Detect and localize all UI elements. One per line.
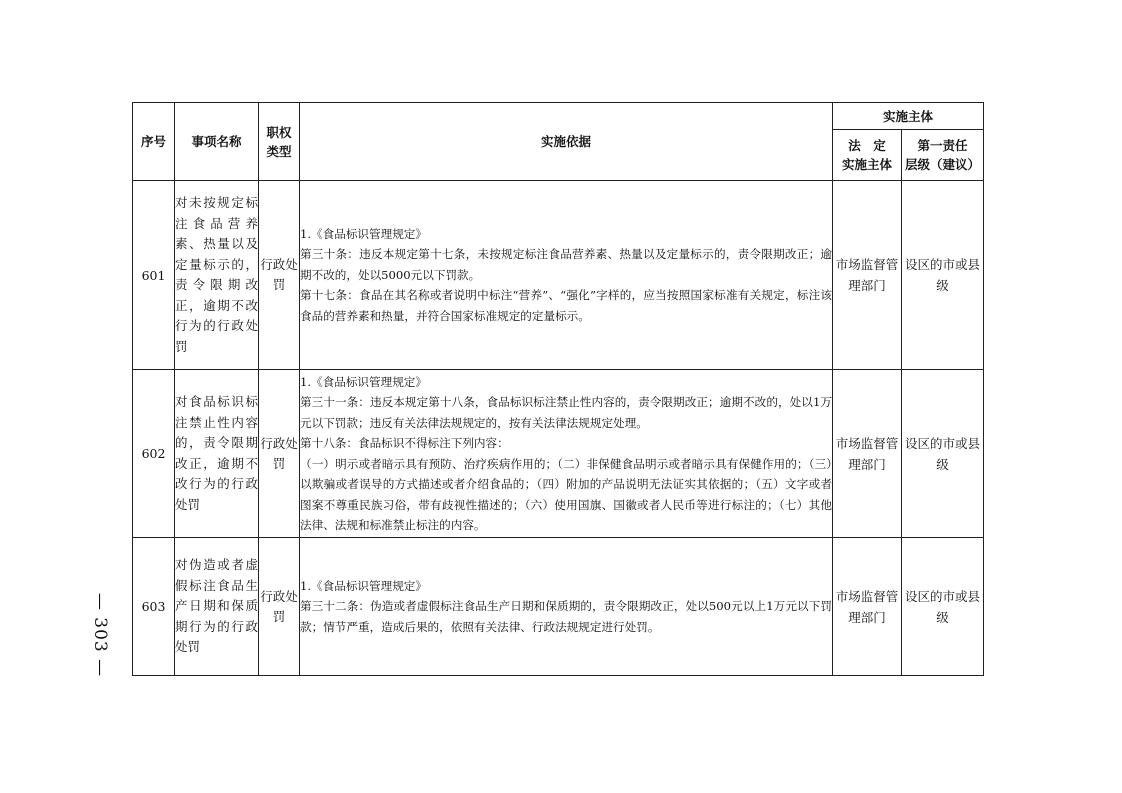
row-responsibility-level: 设区的市或县级 — [902, 370, 984, 538]
row-legal-subject: 市场监督管理部门 — [833, 181, 902, 370]
page-number-text: — 303 — — [90, 592, 111, 678]
basis-paragraph: 第三十二条：伪造或者虚假标注食品生产日期和保质期的，责令限期改正，处以500元以上1万元以下罚款；情节严重，造成后果的，依照有关法律、行政法规规定进行处罚。 — [300, 599, 832, 634]
row-seq: 601 — [133, 181, 175, 370]
header-level: 第一责任 层级（建议） — [902, 130, 984, 181]
table-row — [133, 370, 984, 538]
basis-paragraph: 1.《食品标识管理规定》 — [300, 578, 427, 593]
basis-paragraph: 第十八条：食品标识不得标注下列内容： — [300, 436, 509, 450]
row-power-type: 行政处罚 — [259, 538, 300, 676]
table-row — [133, 181, 984, 370]
page-number — [82, 590, 118, 680]
table-header — [133, 103, 984, 181]
header-basis: 实施依据 — [300, 103, 833, 181]
row-power-type: 行政处罚 — [259, 370, 300, 538]
basis-paragraph: 第十七条：食品在其名称或者说明中标注“营养”、“强化”字样的，应当按照国家标准有关规定，标注该食品的营养素和热量，并符合国家标准规定的定量标示。 — [300, 288, 832, 323]
basis-paragraph: 1.《食品标识管理规定》 — [300, 226, 427, 241]
row-legal-subject: 市场监督管理部门 — [833, 370, 902, 538]
row-seq: 602 — [133, 370, 175, 538]
basis-paragraph: 第三十一条：违反本规定第十八条，食品标识标注禁止性内容的，责令限期改正；逾期不改的，处以1万元以下罚款；违反有关法律法规规定的，按有关法律法规规定处理。 — [300, 395, 832, 430]
regulation-table — [132, 102, 984, 676]
row-basis — [300, 370, 833, 538]
row-responsibility-level: 设区的市或县级 — [902, 181, 984, 370]
header-type — [259, 103, 300, 181]
basis-paragraph: 1.《食品标识管理规定》 — [300, 374, 427, 389]
header-seq: 序号 — [133, 103, 175, 181]
row-item-name: 对未按规定标注食品营养素、热量以及定量标示的，责令限期改正，逾期不改行为的行政处罚 — [175, 181, 259, 370]
row-basis — [300, 538, 833, 676]
row-responsibility-level: 设区的市或县级 — [902, 538, 984, 676]
header-legal-subject: 法 定 实施主体 — [833, 130, 902, 181]
header-subject-group: 实施主体 — [833, 103, 984, 130]
row-legal-subject: 市场监督管理部门 — [833, 538, 902, 676]
row-item-name: 对伪造或者虚假标注食品生产日期和保质期行为的行政处罚 — [175, 538, 259, 676]
table-row — [133, 538, 984, 676]
row-basis — [300, 181, 833, 370]
header-name: 事项名称 — [175, 103, 259, 181]
header-type-text: 职权类型 — [266, 124, 292, 159]
row-seq: 603 — [133, 538, 175, 676]
basis-paragraph: 第三十条：违反本规定第十七条，未按规定标注食品营养素、热量以及定量标示的，责令限期改正；逾期不改的，处以5000元以下罚款。 — [300, 247, 832, 282]
row-item-name: 对食品标识标注禁止性内容的，责令限期改正，逾期不改行为的行政处罚 — [175, 370, 259, 538]
basis-paragraph: （一）明示或者暗示具有预防、治疗疾病作用的；（二）非保健食品明示或者暗示具有保健作用的；（三）以欺骗或者误导的方式描述或者介绍食品的；（四）附加的产品说明无法证实其依据的；（五）文字或者图案不尊重民族习俗，带有歧视性描述的；（六）使用国旗、国徽或者人民币等进行标注的；（七）其他法律、法规和标准禁止标注的内容。 — [300, 456, 832, 532]
row-power-type: 行政处罚 — [259, 181, 300, 370]
